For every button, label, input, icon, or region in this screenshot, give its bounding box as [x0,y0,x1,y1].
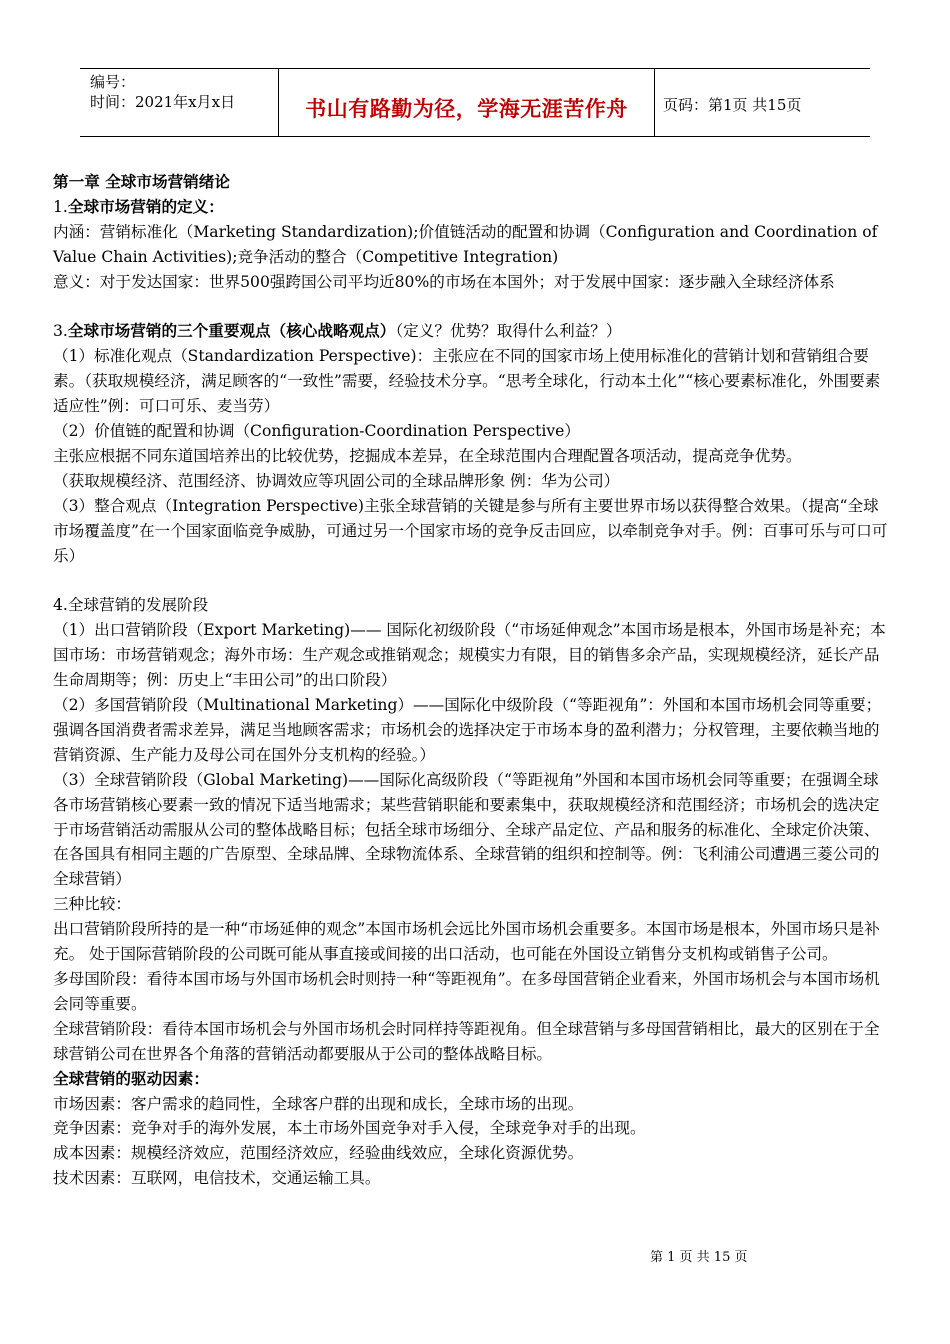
driver-item: 成本因素：规模经济效应，范围经济效应，经验曲线效应，全球化资源优势。 [53,1144,584,1163]
section-1-heading [53,195,893,220]
spacer [53,295,893,320]
section-4-paragraph: 全球营销阶段：看待本国市场机会与外国市场机会时同样持等距视角。但全球营销与多母国营销相比，最大的区别在于全球营销公司在世界各个角落的营销活动都要服从于公司的整体战略目标。 [53,1019,880,1063]
section-4-paragraph: （1）出口营销阶段（Export Marketing)—— 国际化初级阶段（“市场延伸观念”本国市场是根本，外国市场是补充；本国市场：市场营销观念；海外市场：生产观念或推销观念；规模实力有限，目的销售多余产品，实现规模经济，延长产品生命周期等；例：历史上“丰田公司”的出口阶段） [53,621,886,690]
header-motto-cell [279,69,655,136]
driver-item: 技术因素：互联网，电信技术，交通运输工具。 [53,1169,381,1188]
page-footer: 第 1 页 共 15 页 [650,1250,748,1265]
document-body [53,170,893,1191]
chapter-title: 第一章 全球市场营销绪论 [53,172,230,191]
drivers-title: 全球营销的驱动因素： [53,1068,209,1088]
section-3-title-suffix: （定义？优势？取得什么利益？） [395,322,622,341]
section-3-paragraph: （3）整合观点（Integration Perspective)主张全球营销的关键是参与所有主要世界市场以获得整合效果。（提高“全球市场覆盖度”在一个国家面临竞争威胁，可通过另一个国家市场的竞争反击回应，以牵制竞争对手。例：百事可乐与可口可乐） [53,496,888,565]
header-motto: 书山有路勤为径，学海无涯苦作舟 [305,96,628,121]
section-3-title: 全球市场营销的三个重要观点（核心战略观点） [67,321,396,341]
section-3-paragraph: 主张应根据不同东道国培养出的比较优势，挖掘成本差异，在全球范围内合理配置各项活动，提高竞争优势。 [53,446,802,465]
section-3-number: 3. [53,322,68,341]
document-number-label: 编号： [90,73,136,91]
section-1-paragraph: 意义：对于发达国家：世界500强跨国公司平均近80%的市场在本国外；对于发展中国家：逐步融入全球经济体系 [53,272,835,291]
section-3-paragraph: （2）价值链的配置和协调（Configuration-Coordination Perspective） [53,422,580,441]
section-1-number: 1. [53,197,68,216]
header-info-cell [80,69,279,136]
header-page-cell [655,69,870,136]
section-4-paragraph: 多母国阶段：看待本国市场与外国市场机会时则持一种“等距视角”。在多母国营销企业看来，外国市场机会与本国市场机会同等重要。 [53,969,880,1013]
driver-item: 竞争因素：竞争对手的海外发展，本土市场外国竞争对手入侵，全球竞争对手的出现。 [53,1119,646,1138]
section-1-title: 全球市场营销的定义： [67,196,224,216]
section-4-title: 4.全球营销的发展阶段 [53,596,209,615]
section-1-paragraph: 内涵：营销标准化（Marketing Standardization);价值链活动的配置和协调（Configuration and Coordination of Value Chain Activities);竞争活动的整合（Competitive Integration) [53,222,878,266]
section-3-heading [53,319,893,344]
driver-item: 市场因素：客户需求的趋同性，全球客户群的出现和成长，全球市场的出现。 [53,1094,584,1113]
document-date-label: 时间：2021年x月x日 [90,93,236,111]
page-header [80,68,870,137]
section-3-paragraph: （1）标准化观点（Standardization Perspective)：主张应在不同的国家市场上使用标准化的营销计划和营销组合要素。（获取规模经济，满足顾客的“一致性”需要，经验技术分享。“思考全球化，行动本土化”“核心要素标准化，外围要素适应性”例：可口可乐、麦当劳） [53,347,881,416]
section-4-paragraph: 三种比较： [53,895,131,914]
section-3-paragraph: （获取规模经济、范围经济、协调效应等巩固公司的全球品牌形象 例：华为公司） [53,471,620,490]
spacer [53,568,893,593]
section-4-paragraph: （2）多国营销阶段（Multinational Marketing）——国际化中级阶段（“等距视角”：外国和本国市场机会同等重要；强调各国消费者需求差异，满足当地顾客需求；市场机会的选择决定于市场本身的盈利潜力；分权管理，主要依赖当地的营销资源、生产能力及母公司在国外分支机构的经验。） [53,696,882,764]
header-page-number: 页码：第1页 共15页 [663,96,802,114]
section-4-paragraph: 出口营销阶段所持的是一种“市场延伸的观念”本国市场机会远比外国市场机会重要多。本国市场是根本，外国市场只是补充。 处于国际营销阶段的公司既可能从事直接或间接的出口活动，也可能在外国设立销售分支机构或销售子公司。 [53,920,880,964]
section-4-paragraph: （3）全球营销阶段（Global Marketing)——国际化高级阶段（“等距视角”外国和本国市场机会同等重要；在强调全球各市场营销核心要素一致的情况下适当地需求；某些营销职能和要素集中，获取规模经济和范围经济；市场机会的选决定于市场营销活动需服从公司的整体战略目标；包括全球市场细分、全球产品定位、产品和服务的标准化、全球定价决策、在各国具有相同主题的广告原型、全球品牌、全球物流体系、全球营销的组织和控制等。例：飞利浦公司遭遇三菱公司的全球营销） [53,770,880,889]
